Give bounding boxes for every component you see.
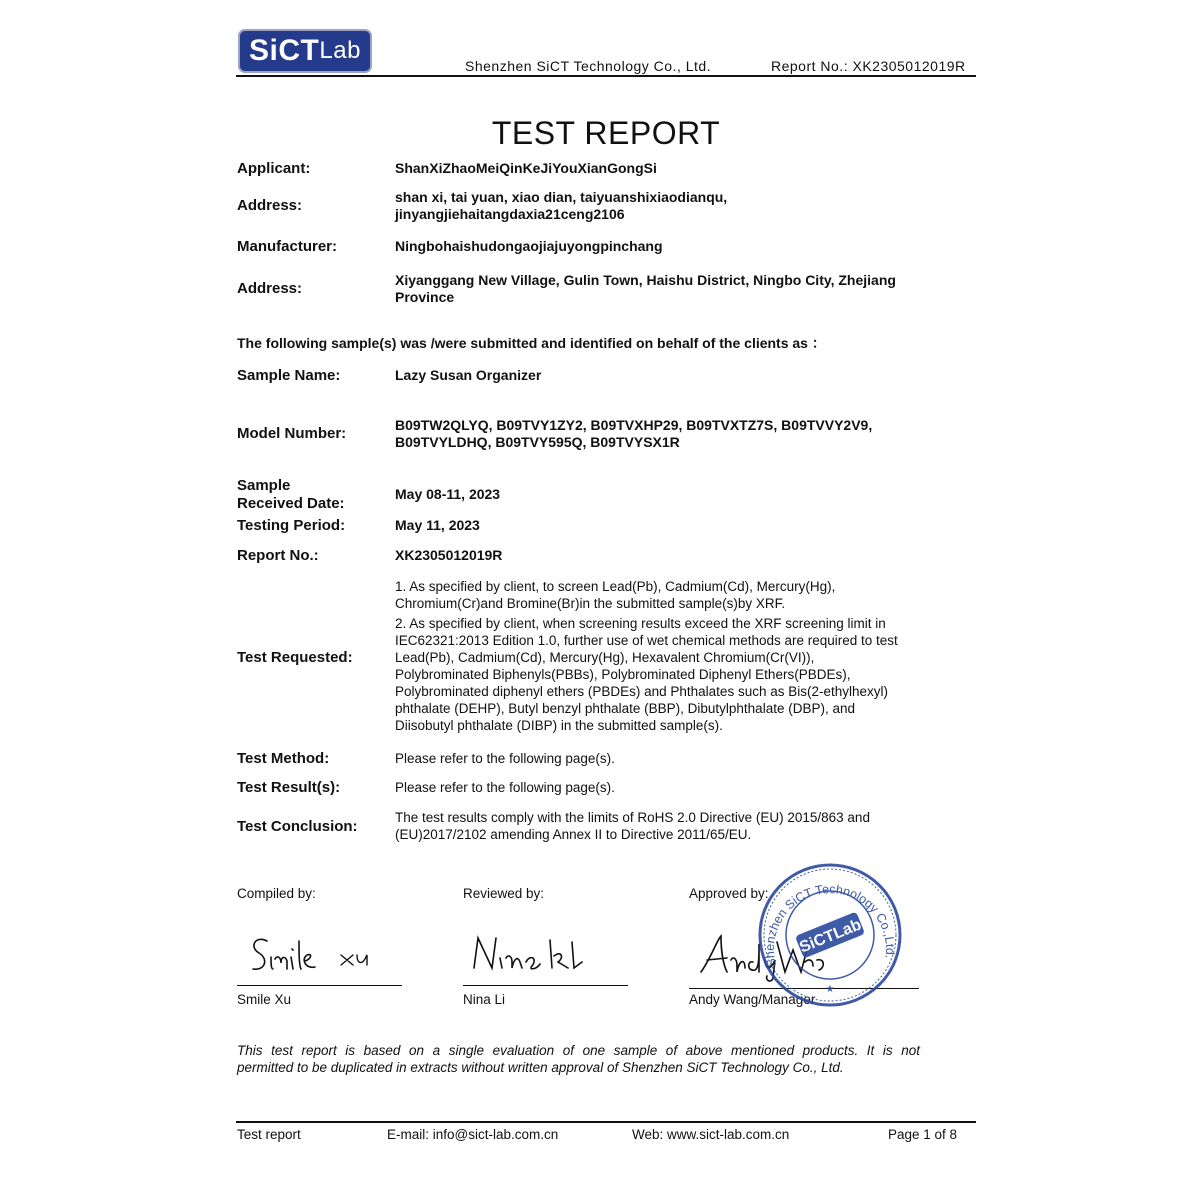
compiled-by-name: Smile Xu xyxy=(237,992,292,1007)
samples-intro: The following sample(s) was /were submitted and identified on behalf of the clients as ： xyxy=(237,335,826,351)
test-requested-line: IEC62321:2013 Edition 1.0, further use of wet chemical methods are required to test xyxy=(395,633,898,648)
test-requested-text xyxy=(395,578,970,734)
logo-text-light: Lab xyxy=(319,37,361,64)
model-number-line2: B09TVYLDHQ, B09TVY595Q, B09TVYSX1R xyxy=(395,434,680,450)
received-value: May 08-11, 2023 xyxy=(395,486,501,502)
model-number-label: Model Number: xyxy=(237,425,347,442)
address1-line2: jinyangjiehaitangdaxia21ceng2106 xyxy=(395,206,625,222)
compiled-signature-line xyxy=(237,985,402,986)
reviewed-signature-line xyxy=(463,985,628,986)
reviewed-by-label: Reviewed by: xyxy=(463,886,545,901)
test-method-value: Please refer to the following page(s). xyxy=(395,751,615,766)
stamp-star-icon: ★ xyxy=(825,984,835,995)
header-report-no: Report No.: XK2305012019R xyxy=(771,58,966,74)
testing-period-label: Testing Period: xyxy=(237,517,346,534)
address1-line1: shan xi, tai yuan, xiao dian, taiyuanshixiaodianqu, xyxy=(395,189,728,205)
manufacturer-label: Manufacturer: xyxy=(237,238,338,255)
test-requested-line: 2. As specified by client, when screening results exceed the XRF screening limit in xyxy=(395,616,886,631)
test-requested-line: Polybrominated diphenyl ethers (PBDEs) and Phthalates such as Bis(2-ethylhexyl) xyxy=(395,684,888,699)
stamp-center-text: SiCTLab xyxy=(797,916,864,957)
page-title: TEST REPORT xyxy=(491,115,721,151)
test-requested-line: phthalate (DEHP), Butyl benzyl phthalate (BBP), Dibutylphthalate (DBP), and xyxy=(395,701,855,716)
logo-text-bold: SiCT xyxy=(249,34,320,67)
stamp-ring-text: Shenzhen SiCT Technology Co.,Ltd. xyxy=(762,882,898,969)
test-requested-line: Chromium(Cr)and Bromine(Br)in the submitted sample(s)by XRF. xyxy=(395,596,786,611)
sample-name-label: Sample Name: xyxy=(237,367,341,384)
test-requested-line: Polybrominated Biphenyls(PBBs), Polybrominated Diphenyl Ethers(PBDEs), xyxy=(395,667,851,682)
footer-email: E-mail: info@sict-lab.com.cn xyxy=(387,1127,559,1142)
signature-nina-li xyxy=(468,928,598,978)
test-requested-line: Diisobutyl phthalate (DIBP) in the submitted sample(s). xyxy=(395,718,723,733)
footer-test-report: Test report xyxy=(237,1127,301,1142)
address2-line1: Xiyanggang New Village, Gulin Town, Haishu District, Ningbo City, Zhejiang xyxy=(395,272,896,288)
approved-by-label: Approved by: xyxy=(689,886,769,901)
report-no-label: Report No.: xyxy=(237,547,319,564)
model-number-line1: B09TW2QLYQ, B09TVY1ZY2, B09TVXHP29, B09TVXTZ7S, B09TVVY2V9, xyxy=(395,417,873,433)
test-conclusion-label: Test Conclusion: xyxy=(237,818,358,835)
test-requested-line: Lead(Pb), Cadmium(Cd), Mercury(Hg), Hexavalent Chromium(Cr(VI)), xyxy=(395,650,815,665)
footer-rule xyxy=(236,1121,976,1123)
compiled-by-label: Compiled by: xyxy=(237,886,316,901)
test-result-value: Please refer to the following page(s). xyxy=(395,780,615,795)
test-conclusion-line2: (EU)2017/2102 amending Annex II to Directive 2011/65/EU. xyxy=(395,827,752,842)
header-company: Shenzhen SiCT Technology Co., Ltd. xyxy=(465,58,712,74)
address1-label: Address: xyxy=(237,197,303,214)
reviewed-by-name: Nina Li xyxy=(463,992,506,1007)
signature-smile-xu xyxy=(245,925,385,980)
applicant-label: Applicant: xyxy=(237,160,311,177)
test-result-label: Test Result(s): xyxy=(237,779,341,796)
disclaimer-line2: permitted to be duplicated in extracts without written approval of Shenzhen SiCT Technology Co., Ltd. xyxy=(237,1060,844,1075)
test-method-label: Test Method: xyxy=(237,750,330,767)
applicant-value: ShanXiZhaoMeiQinKeJiYouXianGongSi xyxy=(395,160,657,176)
company-seal-stamp xyxy=(755,860,905,1010)
company-logo xyxy=(238,29,372,73)
sample-name-value: Lazy Susan Organizer xyxy=(395,367,542,383)
test-requested-label: Test Requested: xyxy=(237,649,353,666)
test-conclusion-line1: The test results comply with the limits of RoHS 2.0 Directive (EU) 2015/863 and xyxy=(395,810,870,825)
test-requested-line: 1. As specified by client, to screen Lead(Pb), Cadmium(Cd), Mercury(Hg), xyxy=(395,579,836,594)
address2-label: Address: xyxy=(237,280,303,297)
disclaimer-line1: This test report is based on a single evaluation of one sample of above mentioned products. It is not xyxy=(237,1043,920,1058)
manufacturer-value: Ningbohaishudongaojiajuyongpinchang xyxy=(395,238,663,254)
received-label-2: Received Date: xyxy=(237,495,345,512)
approved-by-name: Andy Wang/Manager xyxy=(689,992,816,1007)
testing-period-value: May 11, 2023 xyxy=(395,517,480,533)
report-no-value: XK2305012019R xyxy=(395,547,503,563)
address2-line2: Province xyxy=(395,289,455,305)
footer-web: Web: www.sict-lab.com.cn xyxy=(632,1127,790,1142)
received-label-1: Sample xyxy=(237,477,291,494)
header-rule xyxy=(236,75,976,77)
footer-page-number: Page 1 of 8 xyxy=(888,1127,958,1142)
